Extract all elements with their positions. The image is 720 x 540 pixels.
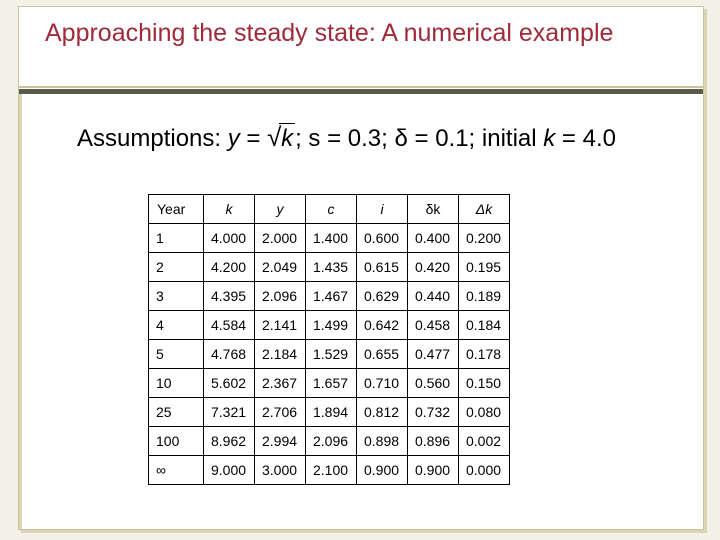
cell-i: 0.600 bbox=[357, 224, 408, 253]
cell-i: 0.615 bbox=[357, 253, 408, 282]
cell-c: 1.499 bbox=[306, 311, 357, 340]
cell-year: 5 bbox=[149, 340, 204, 369]
cell-y: 3.000 bbox=[255, 456, 306, 485]
cell-c: 1.529 bbox=[306, 340, 357, 369]
steady-state-table bbox=[148, 194, 510, 485]
header-year: Year bbox=[149, 195, 204, 224]
cell-change-k: 0.002 bbox=[459, 427, 510, 456]
s-assumption: ; s = 0.3; bbox=[295, 125, 395, 152]
cell-change-k: 0.189 bbox=[459, 282, 510, 311]
cell-i: 0.812 bbox=[357, 398, 408, 427]
title-rule bbox=[19, 89, 703, 94]
cell-i: 0.655 bbox=[357, 340, 408, 369]
table-header-row bbox=[149, 195, 510, 224]
equals-sign: = bbox=[239, 125, 268, 152]
assumptions-line bbox=[77, 119, 687, 159]
cell-y: 2.096 bbox=[255, 282, 306, 311]
left-accent bbox=[19, 94, 22, 529]
header-change-k: Δk bbox=[459, 195, 510, 224]
header-depreciation: δk bbox=[408, 195, 459, 224]
cell-c: 1.400 bbox=[306, 224, 357, 253]
cell-change-k: 0.195 bbox=[459, 253, 510, 282]
sqrt-bar bbox=[279, 123, 295, 124]
cell-k: 7.321 bbox=[204, 398, 255, 427]
table-row bbox=[149, 224, 510, 253]
cell-depreciation: 0.400 bbox=[408, 224, 459, 253]
assumptions-colon: : bbox=[214, 125, 228, 152]
sqrt-k bbox=[267, 119, 293, 159]
cell-year: 1 bbox=[149, 224, 204, 253]
cell-depreciation: 0.896 bbox=[408, 427, 459, 456]
header-k: k bbox=[204, 195, 255, 224]
cell-depreciation: 0.560 bbox=[408, 369, 459, 398]
k0-variable: k bbox=[543, 125, 556, 152]
cell-i: 0.900 bbox=[357, 456, 408, 485]
cell-y: 2.000 bbox=[255, 224, 306, 253]
k0-value: = 4.0 bbox=[555, 125, 616, 152]
cell-year: 4 bbox=[149, 311, 204, 340]
cell-depreciation: 0.732 bbox=[408, 398, 459, 427]
cell-k: 4.200 bbox=[204, 253, 255, 282]
cell-depreciation: 0.440 bbox=[408, 282, 459, 311]
cell-y: 2.141 bbox=[255, 311, 306, 340]
cell-k: 5.602 bbox=[204, 369, 255, 398]
cell-c: 1.657 bbox=[306, 369, 357, 398]
cell-i: 0.898 bbox=[357, 427, 408, 456]
title-rule-accent bbox=[19, 86, 703, 88]
cell-k: 4.000 bbox=[204, 224, 255, 253]
cell-k: 8.962 bbox=[204, 427, 255, 456]
cell-year: 100 bbox=[149, 427, 204, 456]
cell-change-k: 0.200 bbox=[459, 224, 510, 253]
initial-label: initial bbox=[481, 125, 544, 152]
cell-y: 2.367 bbox=[255, 369, 306, 398]
cell-k: 4.584 bbox=[204, 311, 255, 340]
y-variable: y bbox=[227, 125, 240, 152]
header-y: y bbox=[255, 195, 306, 224]
cell-year: 10 bbox=[149, 369, 204, 398]
cell-change-k: 0.000 bbox=[459, 456, 510, 485]
cell-change-k: 0.178 bbox=[459, 340, 510, 369]
cell-year: 3 bbox=[149, 282, 204, 311]
cell-year: 2 bbox=[149, 253, 204, 282]
cell-depreciation: 0.420 bbox=[408, 253, 459, 282]
cell-k: 9.000 bbox=[204, 456, 255, 485]
title-band bbox=[19, 7, 703, 87]
slide-title: Approaching the steady state: A numerical example bbox=[45, 19, 614, 47]
table-row bbox=[149, 282, 510, 311]
assumptions-label: Assumptions bbox=[77, 125, 215, 152]
cell-y: 2.184 bbox=[255, 340, 306, 369]
delta-assumption: δ = 0.1; bbox=[394, 125, 482, 152]
header-i: i bbox=[357, 195, 408, 224]
cell-year: 25 bbox=[149, 398, 204, 427]
table-row bbox=[149, 456, 510, 485]
table-row bbox=[149, 369, 510, 398]
sqrt-icon: √ bbox=[267, 122, 282, 152]
table-row bbox=[149, 253, 510, 282]
cell-depreciation: 0.477 bbox=[408, 340, 459, 369]
cell-c: 2.100 bbox=[306, 456, 357, 485]
cell-i: 0.710 bbox=[357, 369, 408, 398]
cell-c: 1.467 bbox=[306, 282, 357, 311]
cell-change-k: 0.184 bbox=[459, 311, 510, 340]
table-row bbox=[149, 398, 510, 427]
cell-c: 1.894 bbox=[306, 398, 357, 427]
k-variable: k bbox=[281, 125, 294, 152]
cell-c: 1.435 bbox=[306, 253, 357, 282]
cell-i: 0.642 bbox=[357, 311, 408, 340]
cell-change-k: 0.080 bbox=[459, 398, 510, 427]
cell-y: 2.994 bbox=[255, 427, 306, 456]
table-row bbox=[149, 311, 510, 340]
table-row bbox=[149, 340, 510, 369]
cell-depreciation: 0.458 bbox=[408, 311, 459, 340]
cell-year: ∞ bbox=[149, 456, 204, 485]
table-row bbox=[149, 427, 510, 456]
header-c: c bbox=[306, 195, 357, 224]
table-body bbox=[149, 224, 510, 485]
cell-c: 2.096 bbox=[306, 427, 357, 456]
cell-i: 0.629 bbox=[357, 282, 408, 311]
cell-depreciation: 0.900 bbox=[408, 456, 459, 485]
cell-change-k: 0.150 bbox=[459, 369, 510, 398]
cell-y: 2.049 bbox=[255, 253, 306, 282]
cell-k: 4.395 bbox=[204, 282, 255, 311]
cell-k: 4.768 bbox=[204, 340, 255, 369]
cell-y: 2.706 bbox=[255, 398, 306, 427]
